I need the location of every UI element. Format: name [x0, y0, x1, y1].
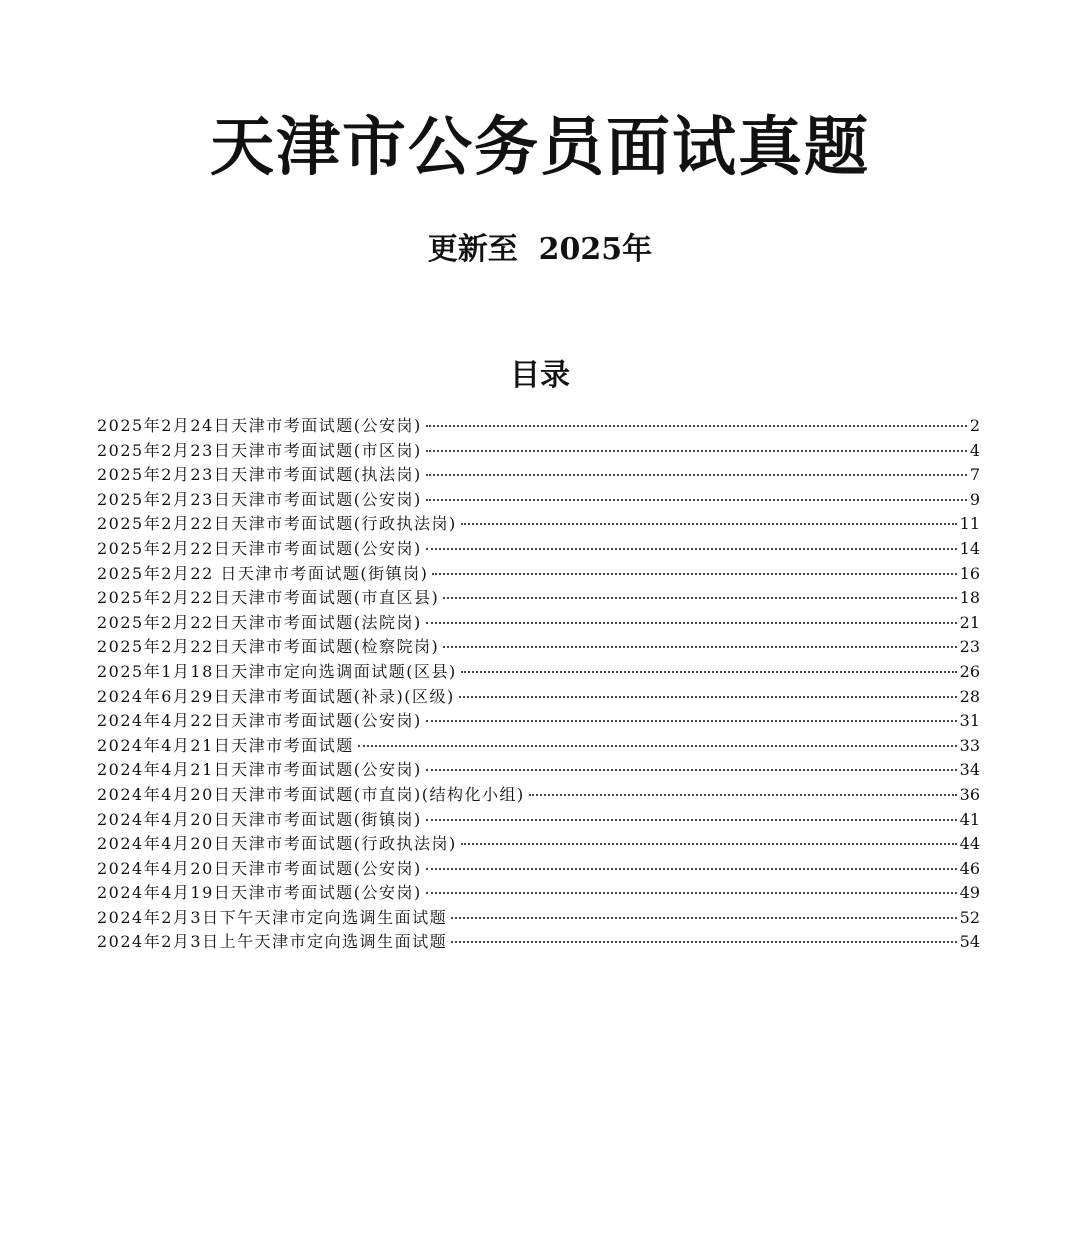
toc-entry-title: 2025年1月18日天津市定向选调面试题(区县) [97, 661, 457, 681]
document-title: 天津市公务员面试真题 [210, 110, 870, 185]
dot-leader [426, 868, 957, 870]
toc-entry-title: 2025年2月22 日天津市考面试题(街镇岗) [97, 563, 429, 583]
toc-entry[interactable] [97, 857, 980, 882]
toc-entry-title: 2024年4月20日天津市考面试题(行政执法岗) [97, 834, 457, 854]
toc-page-number: 14 [959, 538, 980, 558]
toc-page-number: 16 [959, 563, 980, 583]
toc-entry-title: 2024年2月3日上午天津市定向选调生面试题 [97, 932, 448, 952]
toc-page-number: 28 [959, 686, 980, 706]
dot-leader [432, 573, 956, 575]
toc-entry[interactable] [97, 463, 980, 488]
dot-leader [358, 745, 957, 747]
toc-entry-title: 2024年4月21日天津市考面试题 [97, 735, 354, 755]
dot-leader [451, 917, 957, 919]
toc-page-number: 26 [959, 661, 980, 681]
toc-page-number: 36 [959, 784, 980, 804]
table-of-contents [97, 414, 980, 955]
toc-entry-title: 2025年2月22日天津市考面试题(法院岗) [97, 612, 422, 632]
toc-entry-title: 2024年4月21日天津市考面试题(公安岗) [97, 760, 422, 780]
toc-entry[interactable] [97, 635, 980, 660]
toc-entry[interactable] [97, 881, 980, 906]
toc-entry-title: 2024年6月29日天津市考面试题(补录)(区级) [97, 686, 455, 706]
toc-page-number: 23 [959, 637, 980, 657]
toc-entry-title: 2025年2月22日天津市考面试题(行政执法岗) [97, 514, 457, 534]
toc-heading: 目录 [510, 358, 570, 393]
update-subtitle: 更新至 2025年 [427, 232, 653, 267]
toc-page-number: 4 [969, 440, 980, 460]
dot-leader [426, 819, 957, 821]
toc-entry[interactable] [97, 783, 980, 808]
toc-page-number: 7 [969, 465, 980, 485]
toc-entry-title: 2024年4月20日天津市考面试题(市直岗)(结构化小组) [97, 784, 525, 804]
toc-page-number: 9 [969, 489, 980, 509]
toc-entry[interactable] [97, 930, 980, 955]
dot-leader [459, 696, 957, 698]
dot-leader [426, 720, 957, 722]
toc-entry[interactable] [97, 512, 980, 537]
toc-page-number: 49 [959, 883, 980, 903]
dot-leader [426, 892, 957, 894]
toc-page-number: 2 [969, 416, 980, 435]
dot-leader [461, 523, 957, 525]
toc-entry-title: 2025年2月24日天津市考面试题(公安岗) [97, 416, 422, 435]
toc-entry-title: 2024年4月20日天津市考面试题(公安岗) [97, 858, 422, 878]
toc-page-number: 33 [959, 735, 980, 755]
toc-page-number: 44 [959, 834, 980, 854]
toc-entry[interactable] [97, 734, 980, 759]
toc-page-number: 31 [959, 711, 980, 731]
toc-entry[interactable] [97, 709, 980, 734]
toc-page-number: 21 [959, 612, 980, 632]
toc-entry[interactable] [97, 832, 980, 857]
toc-page-number: 11 [959, 514, 980, 534]
toc-entry[interactable] [97, 586, 980, 611]
toc-entry[interactable] [97, 808, 980, 833]
dot-leader [461, 843, 957, 845]
toc-entry[interactable] [97, 758, 980, 783]
toc-entry[interactable] [97, 660, 980, 685]
toc-entry[interactable] [97, 439, 980, 464]
toc-entry[interactable] [97, 537, 980, 562]
dot-leader [426, 425, 967, 427]
toc-entry-title: 2025年2月22日天津市考面试题(公安岗) [97, 538, 422, 558]
dot-leader [426, 450, 967, 452]
dot-leader [426, 769, 957, 771]
toc-entry[interactable] [97, 906, 980, 931]
toc-entry-title: 2024年4月19日天津市考面试题(公安岗) [97, 883, 422, 903]
toc-page-number: 41 [959, 809, 980, 829]
toc-entry[interactable] [97, 611, 980, 636]
toc-entry-title: 2024年4月20日天津市考面试题(街镇岗) [97, 809, 422, 829]
toc-page-number: 54 [959, 932, 980, 952]
toc-entry-title: 2025年2月22日天津市考面试题(检察院岗) [97, 637, 440, 657]
dot-leader [426, 499, 967, 501]
toc-entry-title: 2025年2月22日天津市考面试题(市直区县) [97, 588, 440, 608]
dot-leader [451, 941, 957, 943]
dot-leader [443, 646, 956, 648]
dot-leader [529, 794, 957, 796]
toc-entry[interactable] [97, 685, 980, 710]
toc-entry-title: 2025年2月23日天津市考面试题(市区岗) [97, 440, 422, 460]
dot-leader [426, 474, 967, 476]
toc-entry-title: 2024年2月3日下午天津市定向选调生面试题 [97, 907, 448, 927]
dot-leader [461, 671, 957, 673]
toc-entry-title: 2025年2月23日天津市考面试题(执法岗) [97, 465, 422, 485]
toc-entry-title: 2024年4月22日天津市考面试题(公安岗) [97, 711, 422, 731]
toc-page-number: 18 [959, 588, 980, 608]
toc-page-number: 34 [959, 760, 980, 780]
dot-leader [443, 597, 956, 599]
toc-page-number: 46 [959, 858, 980, 878]
toc-entry[interactable] [97, 562, 980, 587]
dot-leader [426, 548, 957, 550]
toc-page-number: 52 [959, 907, 980, 927]
dot-leader [426, 622, 957, 624]
toc-entry-title: 2025年2月23日天津市考面试题(公安岗) [97, 489, 422, 509]
toc-entry[interactable] [97, 414, 980, 439]
toc-entry[interactable] [97, 488, 980, 513]
